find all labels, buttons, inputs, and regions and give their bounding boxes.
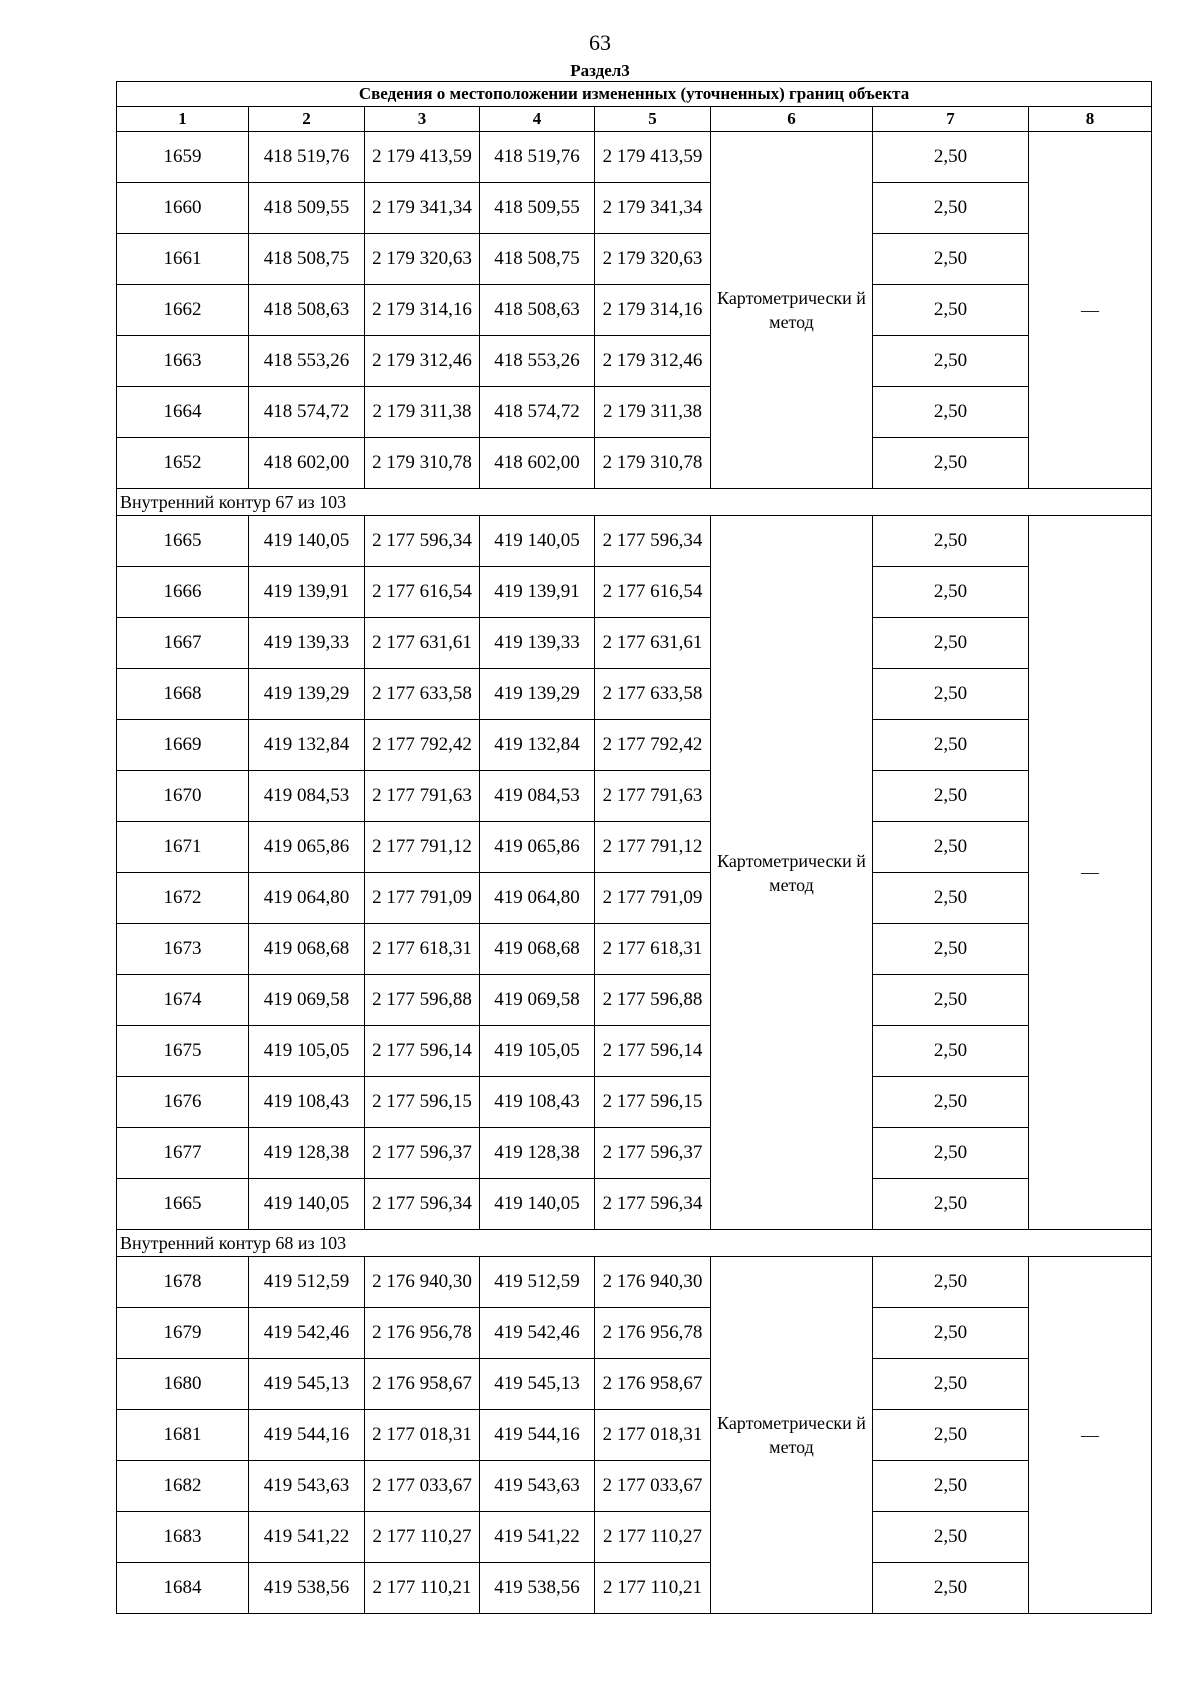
point-number: 1667 [117, 618, 249, 669]
coordinate-cell: 2 177 596,14 [365, 1026, 480, 1077]
coordinate-cell: 2 179 341,34 [595, 183, 711, 234]
point-number: 1671 [117, 822, 249, 873]
method-cell: Картометрически й метод [711, 1257, 873, 1614]
coordinate-cell: 419 544,16 [249, 1410, 365, 1461]
coordinate-cell: 2 179 310,78 [365, 438, 480, 489]
coordinate-cell: 419 541,22 [480, 1512, 595, 1563]
accuracy-cell: 2,50 [873, 720, 1029, 771]
column-number: 4 [480, 107, 595, 132]
coordinate-cell: 2 176 958,67 [365, 1359, 480, 1410]
coordinate-cell: 2 177 596,34 [595, 516, 711, 567]
coordinate-cell: 419 139,29 [480, 669, 595, 720]
point-number: 1666 [117, 567, 249, 618]
coordinate-cell: 2 177 791,63 [365, 771, 480, 822]
accuracy-cell: 2,50 [873, 1308, 1029, 1359]
table-row [117, 720, 1152, 771]
column-number: 1 [117, 107, 249, 132]
table-row [117, 873, 1152, 924]
coordinate-cell: 419 105,05 [249, 1026, 365, 1077]
coordinate-cell: 419 064,80 [480, 873, 595, 924]
column-number-row [117, 107, 1152, 132]
dash-cell: — [1029, 1257, 1152, 1614]
coordinate-cell: 419 543,63 [249, 1461, 365, 1512]
coordinate-cell: 2 177 110,27 [365, 1512, 480, 1563]
coordinate-cell: 419 541,22 [249, 1512, 365, 1563]
coordinate-cell: 2 177 792,42 [595, 720, 711, 771]
table-row [117, 387, 1152, 438]
coordinate-cell: 2 179 312,46 [595, 336, 711, 387]
accuracy-cell: 2,50 [873, 1257, 1029, 1308]
coordinate-cell: 2 177 596,37 [365, 1128, 480, 1179]
coordinate-cell: 419 512,59 [249, 1257, 365, 1308]
table-row [117, 567, 1152, 618]
point-number: 1682 [117, 1461, 249, 1512]
accuracy-cell: 2,50 [873, 285, 1029, 336]
table-row [117, 1563, 1152, 1614]
coordinate-cell: 2 177 791,09 [365, 873, 480, 924]
coordinate-cell: 2 176 940,30 [595, 1257, 711, 1308]
column-number: 5 [595, 107, 711, 132]
coordinate-cell: 419 069,58 [480, 975, 595, 1026]
coordinate-cell: 2 177 018,31 [365, 1410, 480, 1461]
accuracy-cell: 2,50 [873, 438, 1029, 489]
contour-row [117, 1230, 1152, 1257]
point-number: 1677 [117, 1128, 249, 1179]
table-row [117, 285, 1152, 336]
coordinate-cell: 419 139,29 [249, 669, 365, 720]
column-number: 2 [249, 107, 365, 132]
coordinate-cell: 418 519,76 [249, 132, 365, 183]
accuracy-cell: 2,50 [873, 771, 1029, 822]
point-number: 1652 [117, 438, 249, 489]
coordinate-cell: 419 084,53 [249, 771, 365, 822]
accuracy-cell: 2,50 [873, 924, 1029, 975]
coordinate-cell: 2 177 618,31 [365, 924, 480, 975]
coordinate-cell: 419 069,58 [249, 975, 365, 1026]
table-row [117, 438, 1152, 489]
table-row [117, 516, 1152, 567]
coordinate-cell: 2 177 110,21 [595, 1563, 711, 1614]
point-number: 1663 [117, 336, 249, 387]
accuracy-cell: 2,50 [873, 1179, 1029, 1230]
accuracy-cell: 2,50 [873, 1077, 1029, 1128]
point-number: 1681 [117, 1410, 249, 1461]
table-row [117, 1026, 1152, 1077]
point-number: 1662 [117, 285, 249, 336]
table-caption: Сведения о местоположении измененных (уточненных) границ объекта [117, 82, 1152, 107]
coordinate-cell: 419 139,33 [480, 618, 595, 669]
coordinate-cell: 419 545,13 [480, 1359, 595, 1410]
coordinate-cell: 2 177 596,34 [365, 516, 480, 567]
coordinate-cell: 2 177 596,88 [595, 975, 711, 1026]
coordinate-cell: 419 132,84 [249, 720, 365, 771]
coordinate-cell: 2 177 596,34 [365, 1179, 480, 1230]
point-number: 1659 [117, 132, 249, 183]
coordinate-cell: 419 542,46 [480, 1308, 595, 1359]
coordinate-cell: 2 179 310,78 [595, 438, 711, 489]
coordinate-cell: 2 177 616,54 [595, 567, 711, 618]
coordinate-cell: 2 176 956,78 [365, 1308, 480, 1359]
table-row [117, 234, 1152, 285]
accuracy-cell: 2,50 [873, 336, 1029, 387]
coordinate-cell: 418 508,75 [249, 234, 365, 285]
coordinate-cell: 419 543,63 [480, 1461, 595, 1512]
coordinate-cell: 2 179 314,16 [365, 285, 480, 336]
column-number: 6 [711, 107, 873, 132]
point-number: 1680 [117, 1359, 249, 1410]
coordinate-cell: 419 538,56 [480, 1563, 595, 1614]
table-row [117, 1179, 1152, 1230]
accuracy-cell: 2,50 [873, 1410, 1029, 1461]
point-number: 1668 [117, 669, 249, 720]
coordinate-cell: 2 179 341,34 [365, 183, 480, 234]
coordinate-cell: 419 542,46 [249, 1308, 365, 1359]
point-number: 1678 [117, 1257, 249, 1308]
point-number: 1673 [117, 924, 249, 975]
section-title: Раздел3 [570, 61, 630, 80]
coordinate-cell: 2 179 320,63 [595, 234, 711, 285]
coordinate-cell: 419 108,43 [480, 1077, 595, 1128]
coordinate-cell: 418 509,55 [480, 183, 595, 234]
coordinate-cell: 418 508,63 [249, 285, 365, 336]
accuracy-cell: 2,50 [873, 567, 1029, 618]
table-row [117, 924, 1152, 975]
coordinate-cell: 2 179 311,38 [365, 387, 480, 438]
accuracy-cell: 2,50 [873, 132, 1029, 183]
dash-cell: — [1029, 132, 1152, 489]
method-cell: Картометрически й метод [711, 132, 873, 489]
coordinate-cell: 418 519,76 [480, 132, 595, 183]
column-number: 3 [365, 107, 480, 132]
point-number: 1665 [117, 516, 249, 567]
table-row [117, 336, 1152, 387]
coordinate-cell: 419 128,38 [249, 1128, 365, 1179]
coordinate-cell: 419 140,05 [249, 1179, 365, 1230]
coordinate-cell: 2 179 314,16 [595, 285, 711, 336]
coordinate-cell: 2 177 596,37 [595, 1128, 711, 1179]
accuracy-cell: 2,50 [873, 1512, 1029, 1563]
coordinate-cell: 419 132,84 [480, 720, 595, 771]
table-row [117, 1461, 1152, 1512]
accuracy-cell: 2,50 [873, 516, 1029, 567]
accuracy-cell: 2,50 [873, 183, 1029, 234]
coordinate-cell: 419 068,68 [480, 924, 595, 975]
table-row [117, 1359, 1152, 1410]
table-row [117, 1512, 1152, 1563]
coordinate-cell: 419 140,05 [480, 516, 595, 567]
coordinate-cell: 2 177 633,58 [595, 669, 711, 720]
accuracy-cell: 2,50 [873, 1563, 1029, 1614]
point-number: 1660 [117, 183, 249, 234]
coordinate-cell: 418 508,63 [480, 285, 595, 336]
contour-label: Внутренний контур 67 из 103 [117, 489, 1152, 516]
table-row [117, 1410, 1152, 1461]
coordinate-cell: 2 176 940,30 [365, 1257, 480, 1308]
coordinate-cell: 419 538,56 [249, 1563, 365, 1614]
method-cell: Картометрически й метод [711, 516, 873, 1230]
coordinate-cell: 419 544,16 [480, 1410, 595, 1461]
coordinate-cell: 419 140,05 [480, 1179, 595, 1230]
coordinate-cell: 2 177 033,67 [365, 1461, 480, 1512]
coordinate-cell: 418 553,26 [249, 336, 365, 387]
coordinate-cell: 419 108,43 [249, 1077, 365, 1128]
table-row [117, 1308, 1152, 1359]
page-number: 63 [589, 30, 611, 55]
accuracy-cell: 2,50 [873, 975, 1029, 1026]
accuracy-cell: 2,50 [873, 1359, 1029, 1410]
coordinate-cell: 419 140,05 [249, 516, 365, 567]
table-row [117, 1128, 1152, 1179]
coordinate-cell: 2 176 956,78 [595, 1308, 711, 1359]
table-row [117, 618, 1152, 669]
point-number: 1683 [117, 1512, 249, 1563]
column-number: 8 [1029, 107, 1152, 132]
coordinate-cell: 418 509,55 [249, 183, 365, 234]
coordinate-cell: 2 177 110,21 [365, 1563, 480, 1614]
coordinate-cell: 2 177 596,14 [595, 1026, 711, 1077]
point-number: 1665 [117, 1179, 249, 1230]
coordinate-cell: 419 139,91 [249, 567, 365, 618]
point-number: 1674 [117, 975, 249, 1026]
table-row [117, 975, 1152, 1026]
accuracy-cell: 2,50 [873, 1026, 1029, 1077]
table-row [117, 822, 1152, 873]
dash-cell: — [1029, 516, 1152, 1230]
coordinates-table [116, 81, 1152, 1614]
point-number: 1679 [117, 1308, 249, 1359]
coordinate-cell: 2 177 596,88 [365, 975, 480, 1026]
column-number: 7 [873, 107, 1029, 132]
coordinate-cell: 2 176 958,67 [595, 1359, 711, 1410]
table-row [117, 183, 1152, 234]
table-row [117, 669, 1152, 720]
coordinate-cell: 2 177 596,15 [595, 1077, 711, 1128]
coordinate-cell: 2 177 631,61 [595, 618, 711, 669]
contour-label: Внутренний контур 68 из 103 [117, 1230, 1152, 1257]
coordinate-cell: 2 177 791,09 [595, 873, 711, 924]
coordinate-cell: 419 084,53 [480, 771, 595, 822]
coordinate-cell: 2 177 596,15 [365, 1077, 480, 1128]
coordinate-cell: 418 602,00 [249, 438, 365, 489]
point-number: 1661 [117, 234, 249, 285]
coordinate-cell: 419 068,68 [249, 924, 365, 975]
coordinate-cell: 2 177 791,12 [365, 822, 480, 873]
coordinate-cell: 418 602,00 [480, 438, 595, 489]
table-row [117, 771, 1152, 822]
accuracy-cell: 2,50 [873, 822, 1029, 873]
coordinate-cell: 2 179 312,46 [365, 336, 480, 387]
coordinate-cell: 2 177 791,63 [595, 771, 711, 822]
coordinate-cell: 2 177 616,54 [365, 567, 480, 618]
table-row [117, 132, 1152, 183]
coordinate-cell: 419 065,86 [480, 822, 595, 873]
table-row [117, 1077, 1152, 1128]
coordinate-cell: 2 177 596,34 [595, 1179, 711, 1230]
coordinate-cell: 2 177 792,42 [365, 720, 480, 771]
coordinate-cell: 418 508,75 [480, 234, 595, 285]
coordinate-cell: 2 177 018,31 [595, 1410, 711, 1461]
coordinate-cell: 2 177 618,31 [595, 924, 711, 975]
coordinate-cell: 419 139,33 [249, 618, 365, 669]
point-number: 1675 [117, 1026, 249, 1077]
coordinate-cell: 419 128,38 [480, 1128, 595, 1179]
coordinate-cell: 419 064,80 [249, 873, 365, 924]
point-number: 1672 [117, 873, 249, 924]
coordinate-cell: 418 553,26 [480, 336, 595, 387]
coordinate-cell: 419 105,05 [480, 1026, 595, 1077]
table-row [117, 1257, 1152, 1308]
accuracy-cell: 2,50 [873, 1461, 1029, 1512]
coordinate-cell: 419 139,91 [480, 567, 595, 618]
coordinate-cell: 2 179 413,59 [595, 132, 711, 183]
coordinate-cell: 418 574,72 [480, 387, 595, 438]
accuracy-cell: 2,50 [873, 1128, 1029, 1179]
coordinate-cell: 2 177 110,27 [595, 1512, 711, 1563]
point-number: 1684 [117, 1563, 249, 1614]
coordinate-cell: 2 179 413,59 [365, 132, 480, 183]
coordinate-cell: 419 545,13 [249, 1359, 365, 1410]
coordinate-cell: 2 177 791,12 [595, 822, 711, 873]
accuracy-cell: 2,50 [873, 387, 1029, 438]
coordinate-cell: 2 177 631,61 [365, 618, 480, 669]
coordinate-cell: 419 512,59 [480, 1257, 595, 1308]
accuracy-cell: 2,50 [873, 234, 1029, 285]
accuracy-cell: 2,50 [873, 618, 1029, 669]
coordinate-cell: 418 574,72 [249, 387, 365, 438]
point-number: 1664 [117, 387, 249, 438]
accuracy-cell: 2,50 [873, 669, 1029, 720]
coordinate-cell: 2 177 033,67 [595, 1461, 711, 1512]
accuracy-cell: 2,50 [873, 873, 1029, 924]
point-number: 1669 [117, 720, 249, 771]
point-number: 1670 [117, 771, 249, 822]
coordinate-cell: 2 179 311,38 [595, 387, 711, 438]
coordinate-cell: 419 065,86 [249, 822, 365, 873]
coordinate-cell: 2 179 320,63 [365, 234, 480, 285]
point-number: 1676 [117, 1077, 249, 1128]
contour-row [117, 489, 1152, 516]
coordinate-cell: 2 177 633,58 [365, 669, 480, 720]
